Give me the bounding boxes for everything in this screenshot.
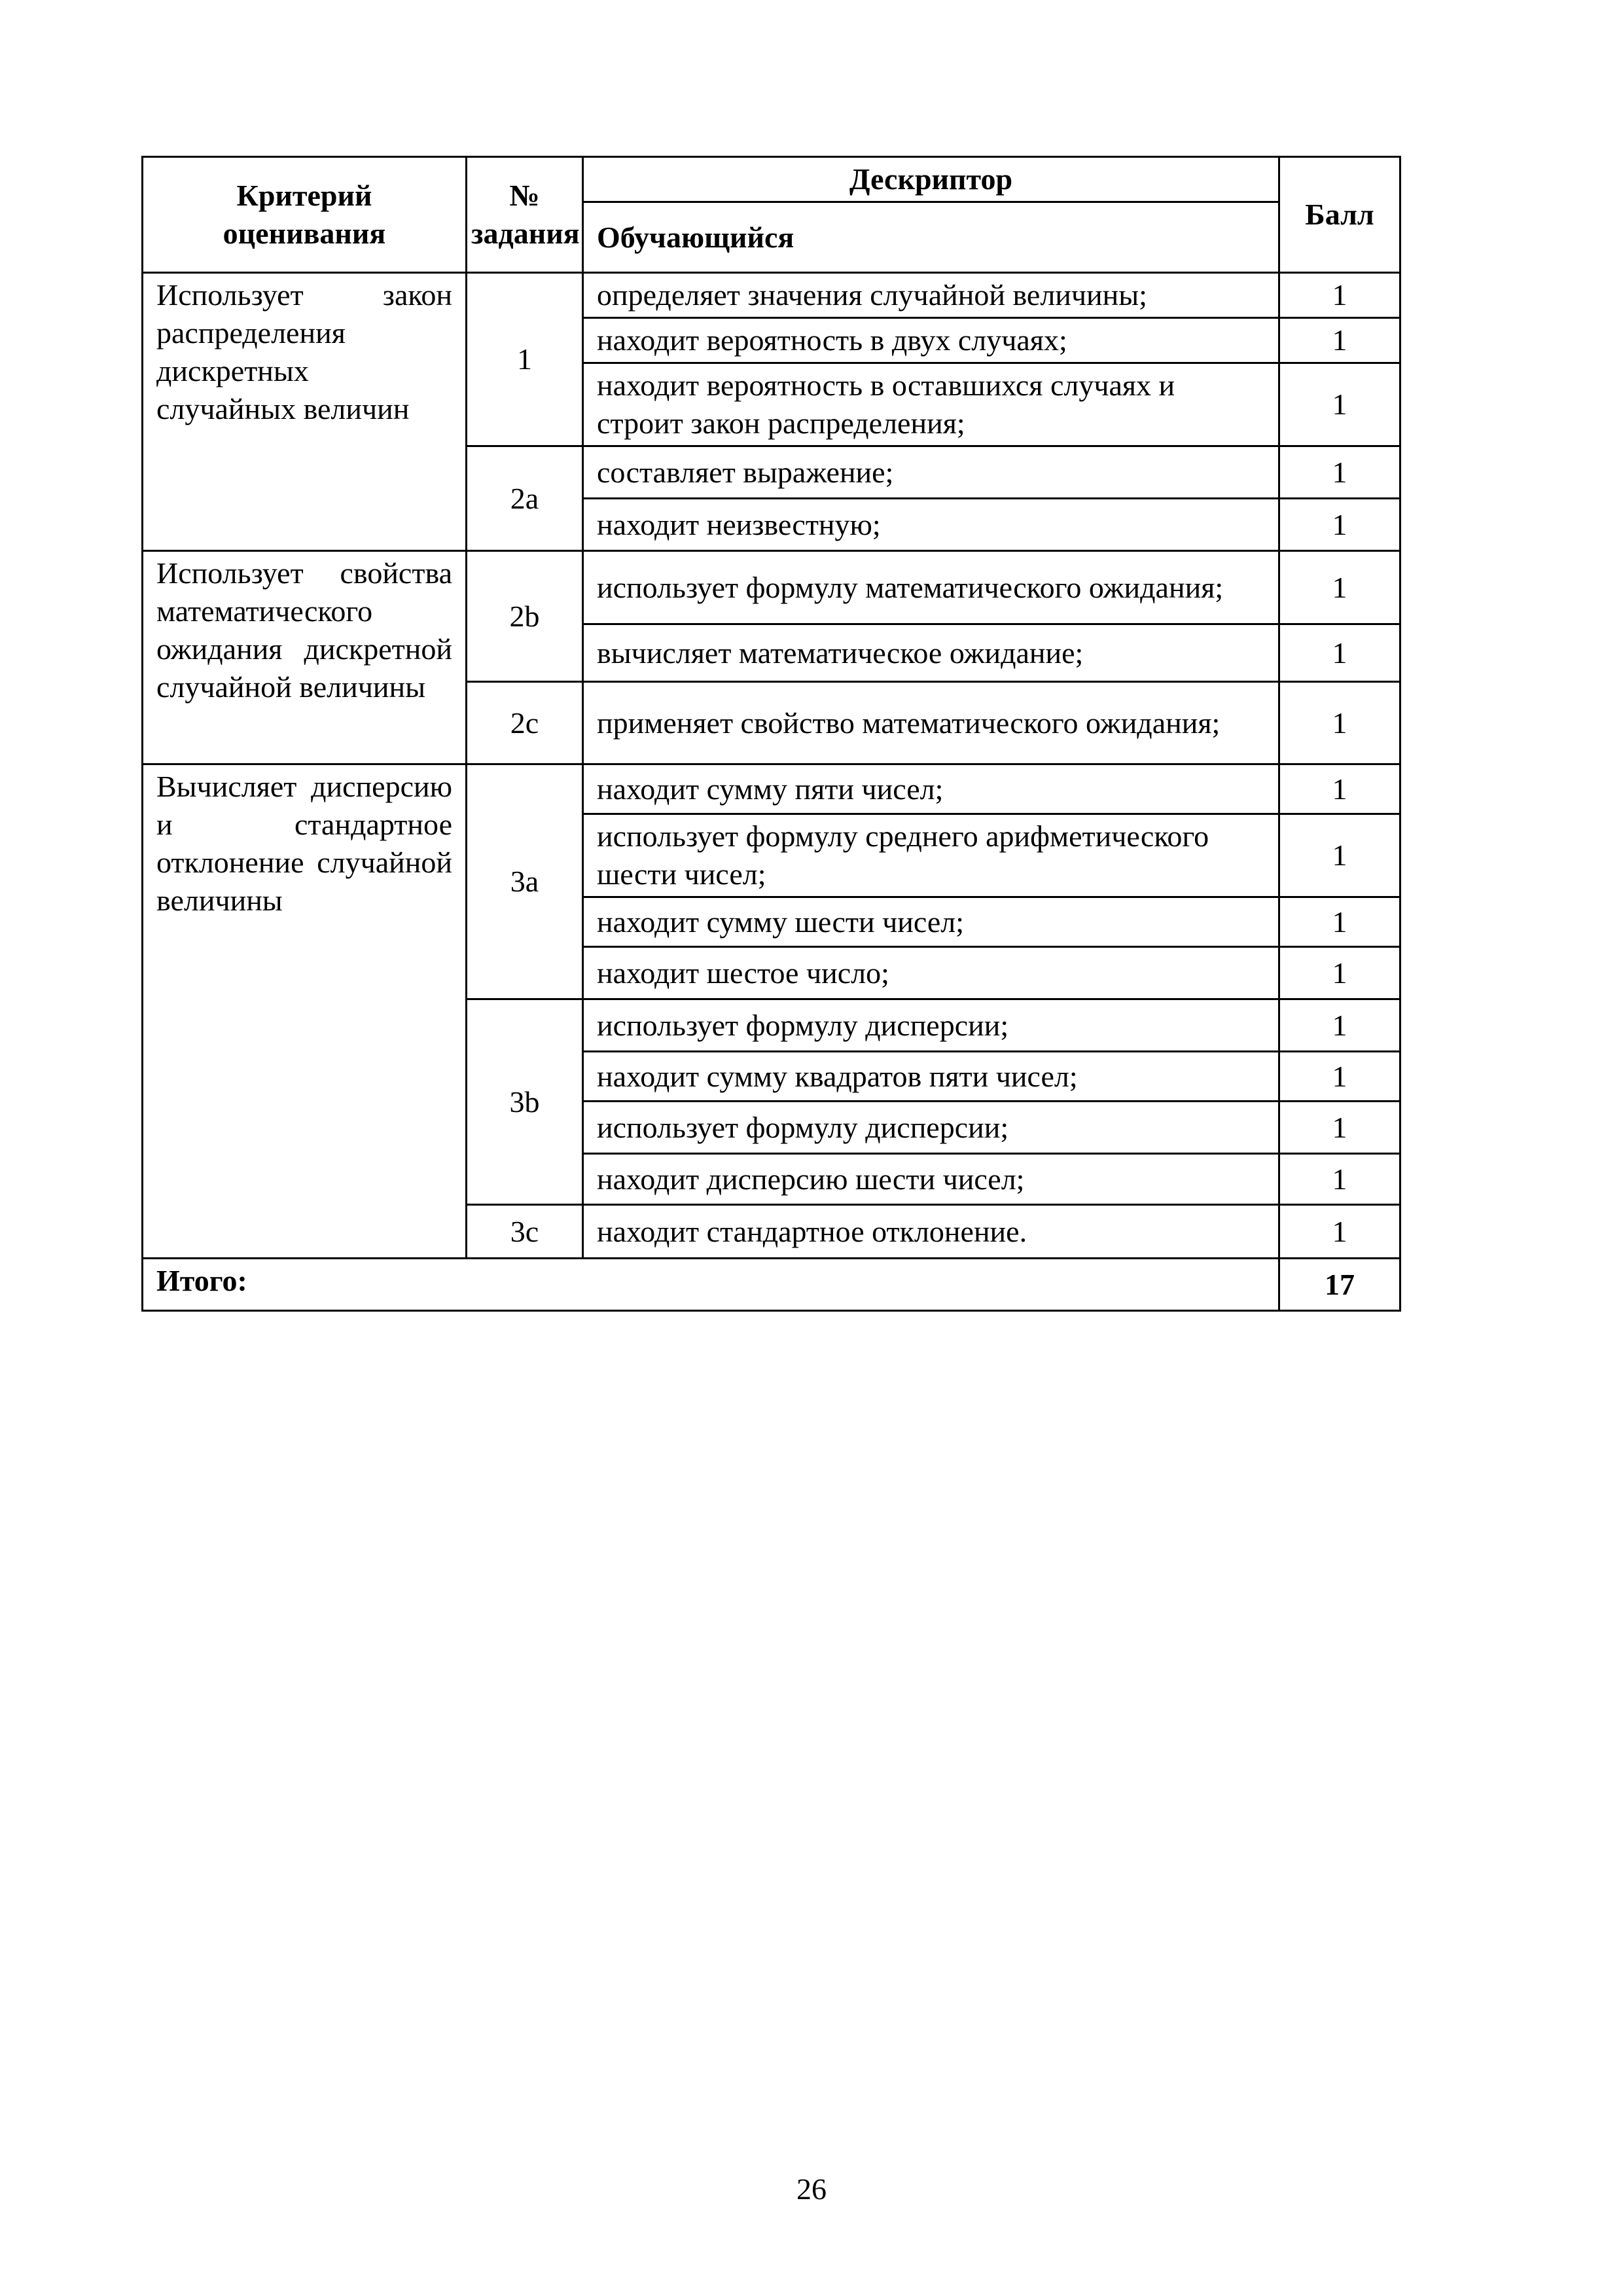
rubric-row	[143, 551, 1400, 624]
descriptor-cell: находит вероятность в оставшихся случаях и строит закон распределения;	[583, 363, 1279, 446]
points-cell: 1	[1279, 446, 1400, 499]
task-number-cell: 2a	[467, 446, 583, 551]
points-cell: 1	[1279, 318, 1400, 363]
descriptor-cell: составляет выражение;	[583, 446, 1279, 499]
points-cell: 1	[1279, 1154, 1400, 1205]
criterion-cell: Вычисляет дисперсию и стандартное отклонение случайной величины	[143, 764, 467, 1259]
points-cell: 1	[1279, 499, 1400, 551]
task-number-cell: 3c	[467, 1205, 583, 1259]
points-cell: 1	[1279, 682, 1400, 764]
task-number-cell: 1	[467, 273, 583, 446]
rubric-row	[143, 273, 1400, 318]
total-points: 17	[1279, 1259, 1400, 1311]
points-cell: 1	[1279, 814, 1400, 897]
task-number-cell: 3b	[467, 999, 583, 1205]
header-criterion: Критерий оценивания	[143, 157, 467, 273]
points-cell: 1	[1279, 1205, 1400, 1259]
points-cell: 1	[1279, 551, 1400, 624]
descriptor-cell: находит сумму шести чисел;	[583, 897, 1279, 947]
header-task-number: № задания	[467, 157, 583, 273]
points-cell: 1	[1279, 624, 1400, 682]
task-number-cell: 2c	[467, 682, 583, 764]
descriptor-cell: использует формулу среднего арифметического шести чисел;	[583, 814, 1279, 897]
points-cell: 1	[1279, 999, 1400, 1052]
points-cell: 1	[1279, 273, 1400, 318]
descriptor-cell: находит вероятность в двух случаях;	[583, 318, 1279, 363]
header-points: Балл	[1279, 157, 1400, 273]
descriptor-cell: находит сумму пяти чисел;	[583, 764, 1279, 814]
criterion-cell: Использует свойства математического ожидания дискретной случайной величины	[143, 551, 467, 764]
task-number-cell: 3a	[467, 764, 583, 999]
descriptor-cell: находит шестое число;	[583, 947, 1279, 999]
task-number-cell: 2b	[467, 551, 583, 682]
header-learner: Обучающийся	[583, 202, 1279, 273]
descriptor-cell: находит стандартное отклонение.	[583, 1205, 1279, 1259]
total-row	[143, 1259, 1400, 1311]
points-cell: 1	[1279, 1052, 1400, 1102]
rubric-body	[143, 157, 1400, 1311]
descriptor-cell: использует формулу дисперсии;	[583, 999, 1279, 1052]
points-cell: 1	[1279, 764, 1400, 814]
points-cell: 1	[1279, 897, 1400, 947]
descriptor-cell: использует формулу дисперсии;	[583, 1102, 1279, 1154]
header-descriptor: Дескриптор	[583, 157, 1279, 202]
descriptor-cell: применяет свойство математического ожидания;	[583, 682, 1279, 764]
criterion-cell: Использует закон распределения дискретных случайных величин	[143, 273, 467, 551]
points-cell: 1	[1279, 947, 1400, 999]
descriptor-cell: находит сумму квадратов пяти чисел;	[583, 1052, 1279, 1102]
descriptor-cell: находит дисперсию шести чисел;	[583, 1154, 1279, 1205]
descriptor-cell: находит неизвестную;	[583, 499, 1279, 551]
header-row	[143, 157, 1400, 202]
assessment-rubric-table	[141, 156, 1401, 1312]
page-number: 26	[796, 2172, 827, 2206]
descriptor-cell: вычисляет математическое ожидание;	[583, 624, 1279, 682]
points-cell: 1	[1279, 363, 1400, 446]
points-cell: 1	[1279, 1102, 1400, 1154]
descriptor-cell: определяет значения случайной величины;	[583, 273, 1279, 318]
descriptor-cell: использует формулу математического ожидания;	[583, 551, 1279, 624]
total-label: Итого:	[143, 1259, 1279, 1311]
rubric-row	[143, 764, 1400, 814]
